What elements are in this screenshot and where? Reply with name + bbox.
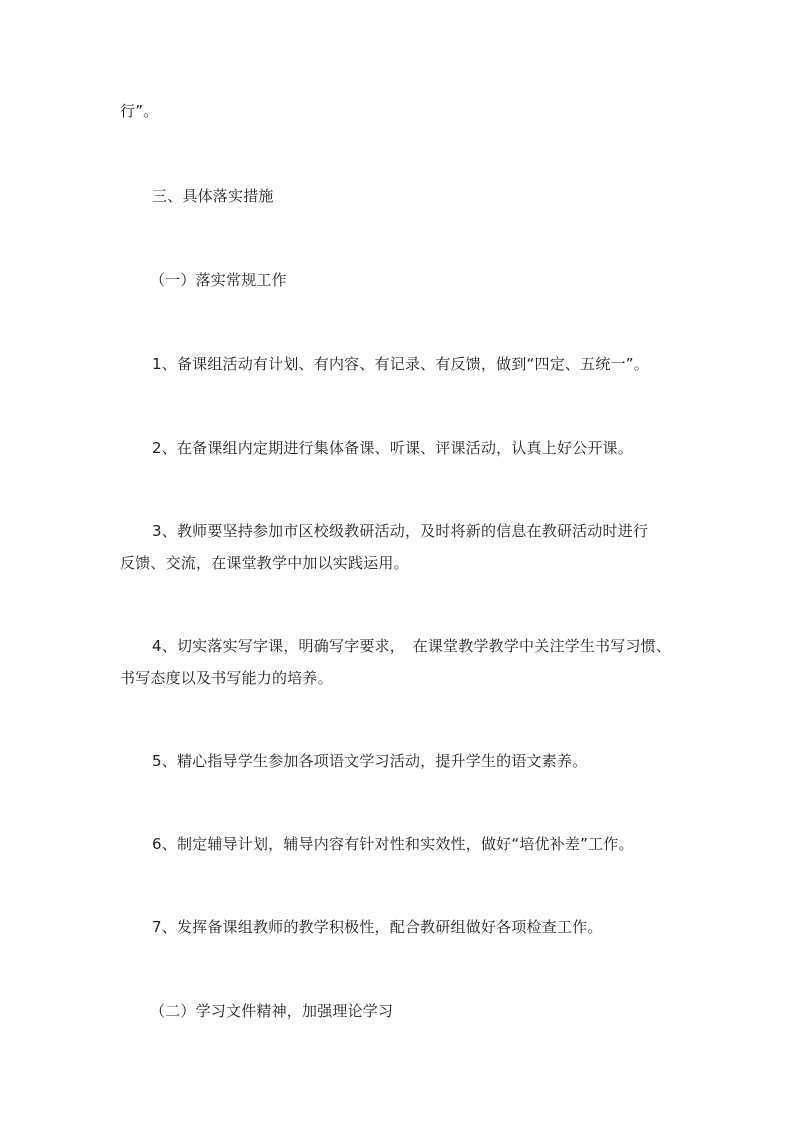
list-item-2: 2、在备课组内定期进行集体备课、听课、评课活动，认真上好公开课。: [152, 439, 633, 457]
list-item-4-line-2: 书写态度以及书写能力的培养。: [120, 669, 333, 687]
section-heading-3: 三、具体落实措施: [152, 187, 274, 205]
list-item-5: 5、精心指导学生参加各项语文学习活动，提升学生的语文素养。: [152, 752, 588, 770]
subsection-heading-2: （二）学习文件精神，加强理论学习: [150, 1002, 394, 1020]
list-item-3-line-1: 3、教师要坚持参加市区校级教研活动，及时将新的信息在教研活动时进行: [152, 522, 649, 540]
text-line-continuation: 行”。: [120, 102, 159, 120]
list-item-7: 7、发挥备课组教师的教学积极性，配合教研组做好各项检查工作。: [152, 918, 603, 936]
list-item-4-line-1: 4、切实落实写字课，明确写字要求， 在课堂教学教学中关注学生书写习惯、: [152, 637, 672, 655]
list-item-6: 6、制定辅导计划，辅导内容有针对性和实效性，做好“培优补差”工作。: [152, 835, 634, 853]
list-item-3-line-2: 反馈、交流，在课堂教学中加以实践运用。: [120, 554, 409, 572]
list-item-1: 1、备课组活动有计划、有内容、有记录、有反馈，做到“四定、五统一”。: [152, 355, 649, 373]
subsection-heading-1: （一）落实常规工作: [150, 271, 287, 289]
